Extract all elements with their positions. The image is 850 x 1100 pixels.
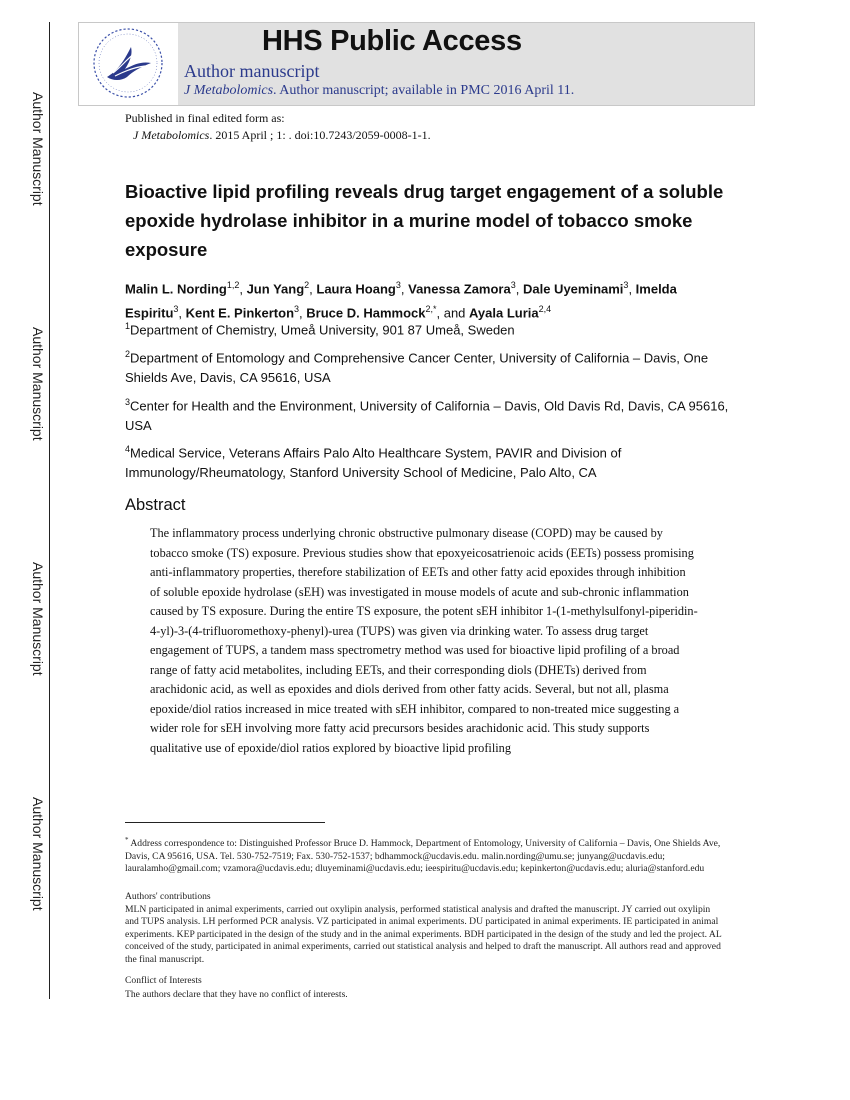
hhs-banner: [78, 22, 755, 106]
author-name: Malin L. Nording: [125, 281, 227, 297]
author-affiliation-mark: 2,*: [425, 304, 437, 315]
hhs-public-access-title: HHS Public Access: [262, 25, 522, 57]
affiliation-text: Department of Chemistry, Umeå University, 901 87 Umeå, Sweden: [130, 322, 515, 338]
hhs-logo: [79, 23, 178, 105]
author-name: Kent E. Pinkerton: [185, 305, 295, 321]
published-journal: J Metabolomics: [133, 128, 210, 142]
affiliation-number: 2: [125, 349, 131, 359]
affiliation: [125, 317, 730, 340]
footnote-divider: [125, 822, 325, 823]
affiliation-number: 1: [125, 321, 131, 331]
affiliation: [125, 345, 730, 387]
author-name: Dale Uyeminami: [522, 281, 624, 297]
author-affiliation-mark: 3: [173, 304, 179, 315]
pmc-availability: [184, 83, 574, 99]
margin-rule: [49, 22, 50, 999]
hhs-eagle-icon: [79, 23, 178, 105]
author-affiliation-mark: 3: [623, 280, 629, 290]
author-affiliation-mark: 3: [510, 280, 516, 290]
side-label-author-manuscript: Author Manuscript: [30, 797, 46, 911]
contributions-text: MLN participated in animal experiments, carried out oxylipin analysis, performed statistical analysis and drafted the manuscript. JY carried out oxylipin and TUPS analysis. LH performed PCR analysis. VZ participated in animal experiments. DU participated in animal experiments. IE participated in animal experiments. KEP participated in the design of the study and in the animal experiments. BDH participated in the design of the study and led the project. AL conceived of the study, participated in animal experiments, carried out statistical analysis and helped to draft the manuscript. All authors read and approved the final manuscript.: [125, 904, 722, 965]
author-separator: ,: [299, 305, 307, 321]
published-details: . 2015 April ; 1: . doi:10.7243/2059-0008-1-1.: [209, 128, 431, 142]
affiliation: [125, 393, 730, 435]
author-separator: ,: [239, 281, 247, 297]
author-separator: ,: [515, 281, 523, 297]
published-info: [125, 110, 431, 144]
correspondence-mark: *: [125, 836, 129, 844]
author-affiliation-mark: 3: [395, 280, 401, 290]
journal-name: J Metabolomics: [184, 83, 274, 98]
author-name: Imelda Espiritu: [125, 281, 677, 321]
author-separator: ,: [400, 281, 409, 297]
affiliation-number: 3: [125, 397, 131, 407]
published-citation: [125, 127, 431, 144]
author-name: Bruce D. Hammock: [306, 305, 426, 321]
abstract-heading: Abstract: [125, 496, 186, 514]
side-label-author-manuscript: Author Manuscript: [30, 92, 46, 206]
author-affiliation-mark: 2: [304, 280, 310, 290]
conflict-heading: Conflict of Interests: [125, 975, 202, 986]
abstract-text: The inflammatory process underlying chronic obstructive pulmonary disease (COPD) may be caused by tobacco smoke (TS) exposure. Previous studies show that epoxyeicosatrienoic acids (EETs) possess promising anti-inflammatory properties, therefore stabilization of EETs and other fatty acid epoxides through inhibition of soluble epoxide hydrolase (sEH) was investigated in mouse models of acute and sub-chronic inflammation caused by TS exposure. During the entire TS exposure, the potent sEH inhibitor 1-(1-methylsulfonyl-piperidin-4-yl)-3-(4-trifluoromethoxy-phenyl)-urea (TUPS) was given via drinking water. To assess drug target engagement of TUPS, a tandem mass spectrometry method was used for bioactive lipid profiling of a broad range of fatty acid metabolites, including EETs, and their corresponding diols (DHETs) derived from arachidonic acid, as well as epoxides and diols derived from other fatty acids. Several, but not all, plasma epoxide/diol ratios increased in mice treated with sEH inhibitor, compared to non-treated mice suggesting a wider role for sEH involving more fatty acid precursors besides arachidonic acid. This study supports qualitative use of epoxide/diol ratios explored by bioactive lipid profiling: [150, 526, 698, 755]
published-label: Published in final edited form as:: [125, 111, 285, 125]
affiliation-number: 4: [125, 444, 131, 454]
author-separator: ,: [628, 281, 636, 297]
author-separator: ,: [178, 305, 186, 321]
affiliation-text: Medical Service, Veterans Affairs Palo Alto Healthcare System, PAVIR and Division of Immunology/Rheumatology, Stanford University School of Medicine, Palo Alto, CA: [125, 445, 622, 480]
contributions-heading: Authors' contributions: [125, 891, 211, 902]
correspondence-text: Address correspondence to: Distinguished Professor Bruce D. Hammock, Department of Entomology, University of California – Davis, One Shields Ave, Davis, CA 95616, USA. Tel. 530-752-7519; Fax. 530-752-1537; bdhammock@ucdavis.edu. malin.nording@umu.se; junyang@ucdavis.edu; lauralamho@gmail.com; vzamora@ucdavis.edu; dluyeminami@ucdavis.edu; ieespiritu@ucdavis.edu; kepinkerton@ucdavis.edu; aluria@stanford.edu: [125, 838, 721, 874]
author-affiliation-mark: 1,2: [226, 280, 240, 290]
side-label-author-manuscript: Author Manuscript: [30, 327, 46, 441]
availability-text: . Author manuscript; available in PMC 2016 April 11.: [273, 83, 575, 98]
article-title: Bioactive lipid profiling reveals drug target engagement of a soluble epoxide hydrolase inhibitor in a murine model of tobacco smoke exposure: [125, 181, 724, 260]
author-name: Ayala Luria: [469, 305, 539, 321]
author-name: Laura Hoang: [316, 281, 396, 297]
banner-background: [178, 23, 754, 105]
author-name: Jun Yang: [246, 281, 305, 297]
affiliation: [125, 440, 730, 482]
affiliation-text: Department of Entomology and Comprehensive Cancer Center, University of California – Davis, One Shields Ave, Davis, CA 95616, USA: [125, 350, 709, 385]
conflict-text: The authors declare that they have no conflict of interests.: [125, 989, 348, 1000]
side-label-author-manuscript: Author Manuscript: [30, 562, 46, 676]
author-affiliation-mark: 3: [294, 304, 300, 315]
affiliation-text: Center for Health and the Environment, University of California – Davis, Old Davis Rd, Davis, CA 95616, USA: [125, 398, 729, 433]
author-name: Vanessa Zamora: [408, 281, 511, 297]
author-separator: , and: [436, 305, 470, 321]
correspondence-footnote: [125, 834, 725, 875]
author-manuscript-label: Author manuscript: [184, 61, 320, 81]
author-separator: ,: [309, 281, 317, 297]
author-affiliation-mark: 2,4: [538, 304, 552, 315]
